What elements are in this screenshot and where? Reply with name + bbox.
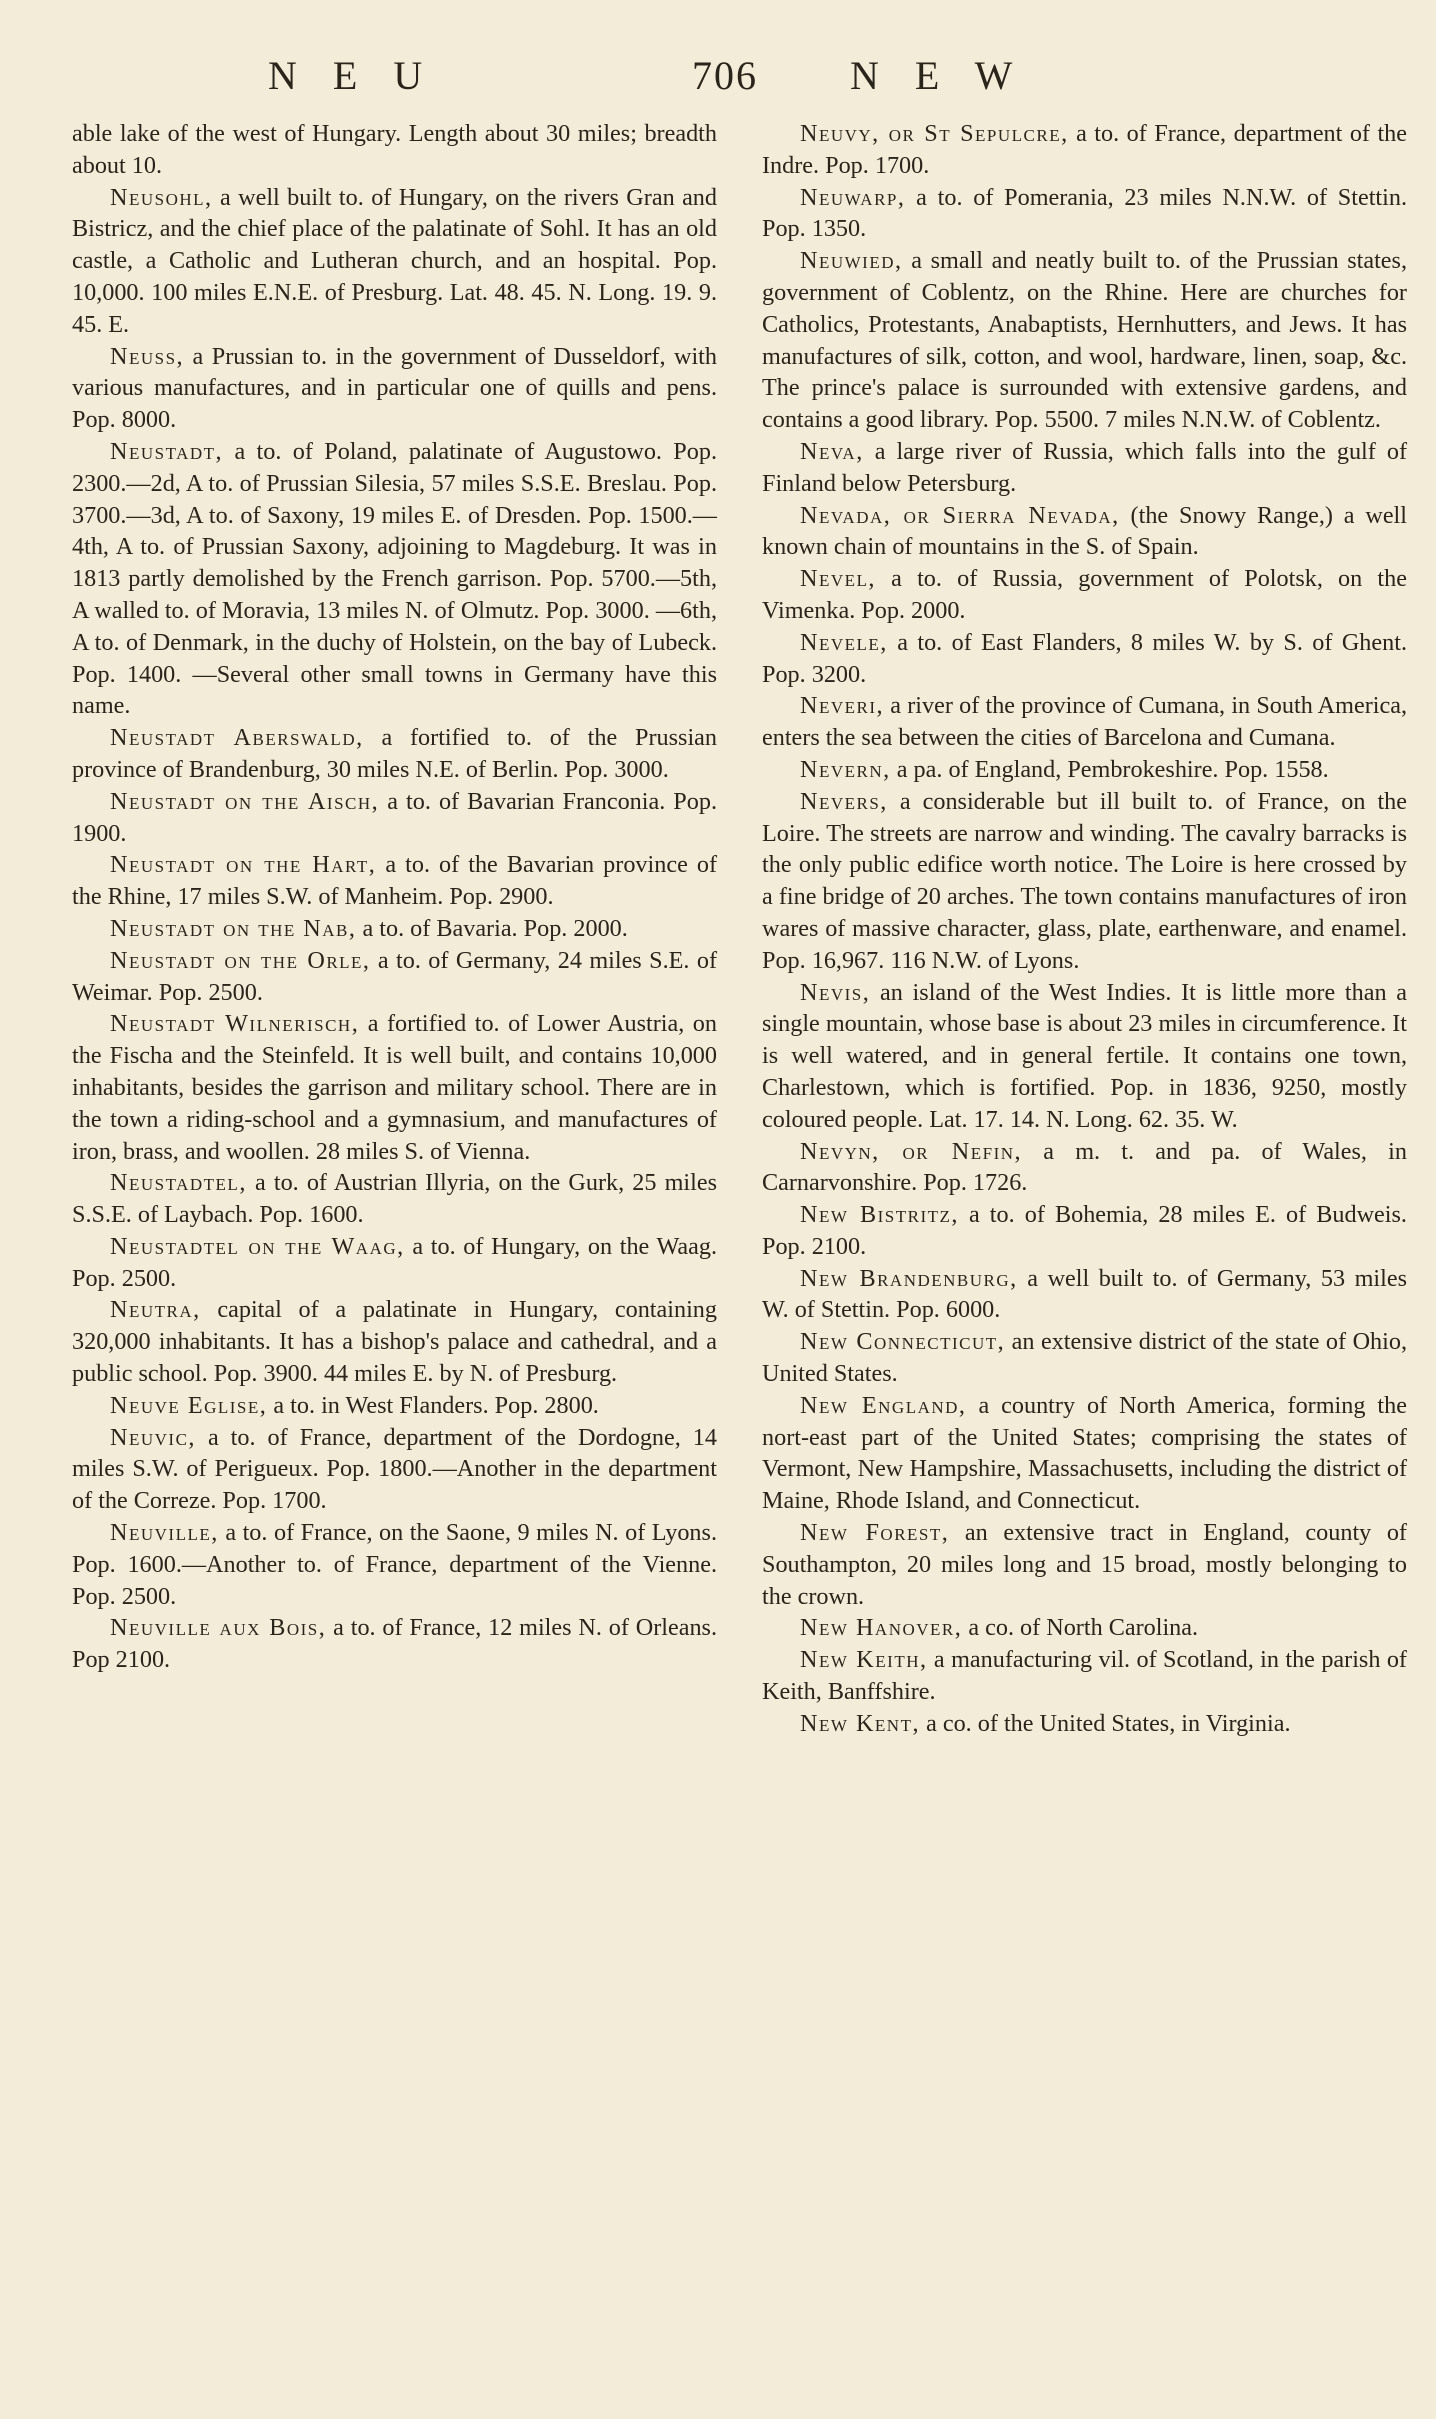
page-header [70,52,1370,112]
gazetteer-entry [72,1517,717,1612]
entry-headword: New Kent, [800,1709,921,1737]
gazetteer-entry [72,182,717,341]
entry-headword: Neutra, [110,1296,201,1324]
gazetteer-entry [762,1644,1407,1708]
entry-text: a large river of Russia, which falls into the gulf of Finland below Petersburg. [762,437,1407,497]
gazetteer-entry [762,500,1407,564]
gazetteer-entry [762,1612,1407,1644]
entry-headword: Neustadt on the Nab, [110,914,357,942]
gazetteer-entry [72,341,717,436]
entry-text: a to. of Austrian Illyria, on the Gurk, 25 miles S.S.E. of Laybach. Pop. 1600. [72,1169,717,1229]
entry-headword: Neuwied, [800,247,903,275]
gazetteer-entry [72,849,717,913]
entry-text: a Prussian to. in the government of Dusseldorf, with various manufactures, and in particular one of quills and pens. Pop. 8000. [72,342,717,434]
gazetteer-entry [762,245,1407,436]
gazetteer-entry [72,913,717,945]
gazetteer-entry [762,1708,1407,1740]
entry-text: able lake of the west of Hungary. Length about 30 miles; breadth about 10. [72,120,717,179]
entry-headword: New Hanover, [800,1614,963,1642]
gazetteer-entry [762,754,1407,786]
gazetteer-entry [72,436,717,722]
entry-text: a to. of France, department of the Dordogne, 14 miles S.W. of Perigueux. Pop. 1800.—Another in the department of the Correze. Pop. 1700. [72,1423,717,1515]
entry-headword: Neuvic, [110,1423,196,1451]
entry-text: a to. of Germany, 24 miles S.E. of Weimar. Pop. 2500. [72,946,717,1006]
entry-headword: Nevel, [800,565,876,593]
entry-text: a manufacturing vil. of Scotland, in the parish of Keith, Banffshire. [762,1646,1407,1706]
gazetteer-entry [762,563,1407,627]
entry-text: a co. of the United States, in Virginia. [920,1709,1291,1737]
running-head-left: N E U [268,53,425,98]
gazetteer-entry [72,1008,717,1167]
entry-text: a country of North America, forming the nort-east part of the United States; comprising the states of Vermont, New Hampshire, Massachusetts, including the district of Maine, Rhode Island, and Connecticut. [762,1391,1407,1515]
entry-headword: Neva, [800,437,864,465]
entry-headword: Neustadt on the Orle, [110,946,371,974]
entry-text: (the Snowy Range,) a well known chain of mountains in the S. of Spain. [762,501,1407,561]
gazetteer-entry [72,1231,717,1295]
entry-text: an extensive tract in England, county of Southampton, 20 miles long and 15 broad, mostly belonging to the crown. [762,1519,1407,1610]
entry-text: a river of the province of Cumana, in South America, enters the sea between the cities of Barcelona and Cumana. [762,692,1407,752]
entry-headword: Nevers, [800,787,888,815]
entry-headword: Neusohl, [110,183,213,211]
entry-headword: Nevis, [800,978,871,1006]
entry-headword: Nevele, [800,628,888,656]
entry-text: a to. of Poland, palatinate of Augustowo. Pop. 2300.—2d, A to. of Prussian Silesia, 57 miles S.S.E. Breslau. Pop. 3700.—3d, A to. of Saxony, 19 miles E. of Dresden. Pop. 1500.—4th, A to. of Prussian Saxony, adjoining to Magdeburg. It was in 1813 partly demolished by the French garrison. Pop. 5700.—5th, A walled to. of Moravia, 13 miles N. of Olmutz. Pop. 3000. —6th, A to. of Denmark, in the duchy of Holstein, on the bay of Lubeck. Pop. 1400. —Several other small towns in Germany have this name. [72,437,717,720]
running-head-right: N E W [850,53,1015,98]
entry-headword: New Keith, [800,1646,928,1674]
gazetteer-entry [72,1422,717,1517]
gazetteer-entry [72,1390,717,1422]
gazetteer-entry [72,1612,717,1676]
gazetteer-entry [762,1390,1407,1517]
entry-headword: Neustadt Wilnerisch, [110,1010,360,1038]
gazetteer-entry [762,1326,1407,1390]
entry-headword: Neustadt on the Aisch, [110,787,380,815]
gazetteer-entry [762,182,1407,246]
entry-headword: Neustadt on the Hart, [110,851,377,879]
entry-text: an island of the West Indies. It is little more than a single mountain, whose base is about 23 miles in circumference. It is well watered, and in general fertile. It contains one town, Charlestown, which is fortified. Pop. in 1836, 9250, mostly coloured people. Lat. 17. 14. N. Long. 62. 35. W. [762,978,1407,1133]
entry-headword: Neuwarp, [800,183,906,211]
entry-headword: New Forest, [800,1519,950,1547]
entry-text: a m. t. and pa. of Wales, in Carnarvonshire. Pop. 1726. [762,1137,1407,1197]
entry-headword: Nevada, or Sierra Nevada, [800,501,1120,529]
gazetteer-entry [72,118,717,182]
gazetteer-entry [72,786,717,850]
entry-headword: New England, [800,1391,967,1419]
entry-text: a well built to. of Germany, 53 miles W. of Stettin. Pop. 6000. [762,1264,1407,1324]
entry-text: a to. of France, on the Saone, 9 miles N. of Lyons. Pop. 1600.—Another to. of France, department of the Vienne. Pop. 2500. [72,1519,717,1610]
gazetteer-entry [762,786,1407,977]
entry-text: a to. of Pomerania, 23 miles N.N.W. of Stettin. Pop. 1350. [762,183,1407,243]
entry-text: a to. of Hungary, on the Waag. Pop. 2500. [72,1232,718,1292]
entry-headword: Neustadtel on the Waag, [110,1232,405,1260]
gazetteer-entry [762,1263,1407,1327]
gazetteer-entry [72,945,717,1009]
entry-headword: Neuville, [110,1519,219,1547]
entry-text: a fortified to. of the Prussian province of Brandenburg, 30 miles N.E. of Berlin. Pop. 3000. [72,724,717,783]
entry-text: a well built to. of Hungary, on the rivers Gran and Bistricz, and the chief place of the palatinate of Sohl. It has an old castle, a Catholic and Lutheran church, and an hospital. Pop. 10,000. 100 miles E.N.E. of Presburg. Lat. 48. 45. N. Long. 19. 9. 45. E. [72,183,717,338]
gazetteer-entry [72,722,717,786]
entry-headword: Neveri, [800,692,885,720]
entry-headword: Neuss, [110,342,185,370]
gazetteer-entry [762,627,1407,691]
entry-text: a considerable but ill built to. of France, on the Loire. The streets are narrow and winding. The cavalry barracks is the only public edifice worth notice. The Loire is here crossed by a fine bridge of 20 arches. The town contains manufactures of iron wares of massive character, glass, plate, earthenware, and enamel. Pop. 16,967. 116 N.W. of Lyons. [762,787,1407,974]
gazetteer-entry [762,690,1407,754]
left-column [72,118,717,1676]
entry-text: a to. of Bavaria. Pop. 2000. [356,914,628,942]
entry-headword: New Bistritz, [800,1201,959,1229]
entry-text: a to. of France, 12 miles N. of Orleans. Pop 2100. [72,1614,717,1674]
gazetteer-entry [762,436,1407,500]
entry-headword: Nevyn, or Nefin, [800,1137,1023,1165]
entry-text: a to. of Bavarian Franconia. Pop. 1900. [72,787,717,847]
gazetteer-entry [762,1517,1407,1612]
entry-text: a pa. of England, Pembrokeshire. Pop. 1558. [890,755,1329,783]
gazetteer-entry [762,118,1407,182]
gazetteer-entry [762,977,1407,1136]
gazetteer-entry [72,1167,717,1231]
entry-text: a to. of Russia, government of Polotsk, on the Vimenka. Pop. 2000. [762,565,1407,624]
entry-headword: New Connecticut, [800,1328,1006,1356]
gazetteer-entry [762,1136,1407,1200]
entry-headword: Neuvy, or St Sepulcre, [800,120,1069,147]
entry-headword: Nevern, [800,755,891,783]
entry-text: a to. of the Bavarian province of the Rhine, 17 miles S.W. of Manheim. Pop. 2900. [72,851,718,911]
entry-text: capital of a palatinate in Hungary, containing 320,000 inhabitants. It has a bishop's palace and cathedral, and a public school. Pop. 3900. 44 miles E. by N. of Presburg. [72,1296,717,1388]
entry-headword: Neuville aux Bois, [110,1614,327,1642]
entry-text: a to. of France, department of the Indre. Pop. 1700. [762,120,1407,179]
entry-headword: Neuve Eglise, [110,1391,268,1419]
gazetteer-entry [72,1294,717,1389]
gazetteer-entry [762,1199,1407,1263]
entry-text: a fortified to. of Lower Austria, on the Fischa and the Steinfeld. It is well built, and contains 10,000 inhabitants, besides the garrison and military school. There are in the town a riding-school and a gymnasium, and manufactures of iron, brass, and woollen. 28 miles S. of Vienna. [72,1010,717,1165]
entry-text: an extensive district of the state of Ohio, United States. [762,1328,1407,1388]
right-column [762,118,1407,1740]
entry-text: a to. in West Flanders. Pop. 2800. [267,1391,599,1419]
entry-text: a co. of North Carolina. [962,1614,1199,1642]
entry-text: a to. of Bohemia, 28 miles E. of Budweis. Pop. 2100. [762,1201,1407,1260]
entry-headword: Neustadt, [110,437,224,465]
entry-headword: Neustadt Aberswald, [110,724,364,752]
entry-headword: Neustadtel, [110,1169,247,1197]
entry-text: a small and neatly built to. of the Prussian states, government of Coblentz, on the Rhine. Here are churches for Catholics, Protestants, Anabaptists, Hernhutters, and Jews. It has manufactures of silk, cotton, and wool, hardware, linen, soap, &c. The prince's palace is surrounded with extensive gardens, and contains a good library. Pop. 5500. 7 miles N.N.W. of Coblentz. [762,247,1407,434]
page-number: 706 [692,53,758,98]
entry-text: a to. of East Flanders, 8 miles W. by S. of Ghent. Pop. 3200. [762,628,1407,688]
entry-headword: New Brandenburg, [800,1264,1018,1292]
